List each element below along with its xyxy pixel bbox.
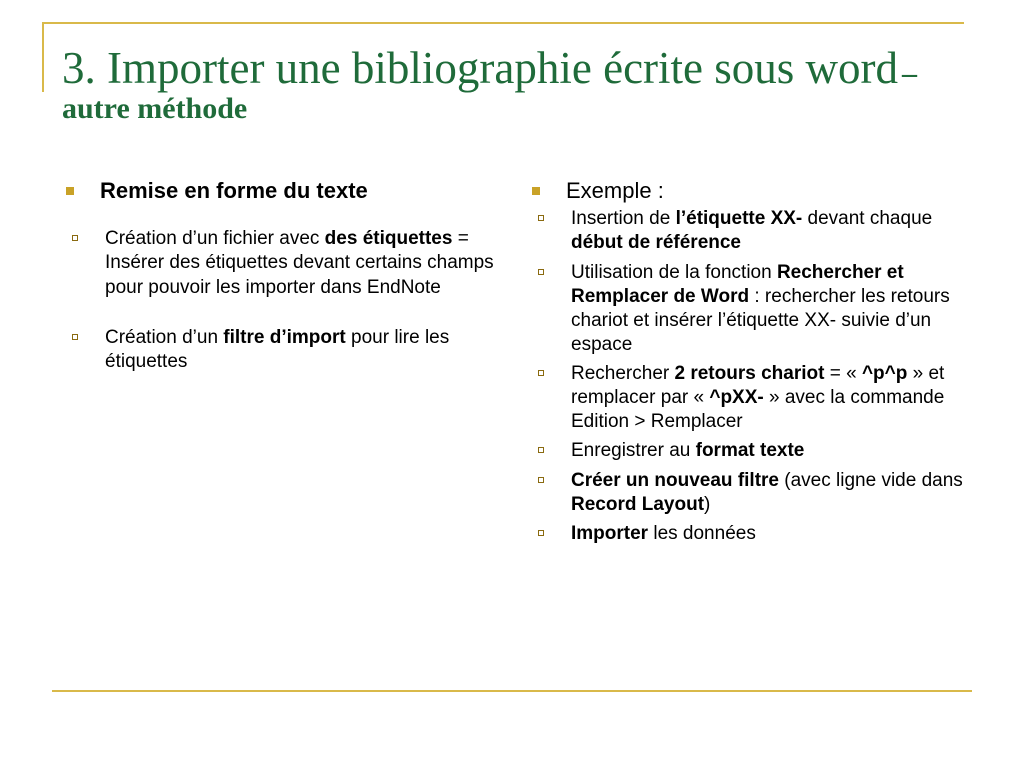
text: (avec ligne vide dans	[779, 469, 963, 491]
right-sub-item-5	[530, 469, 970, 517]
text: pour lire les étiquettes	[105, 326, 450, 372]
hollow-square-bullet-icon	[538, 269, 544, 275]
hollow-square-bullet-icon	[538, 530, 544, 536]
bold-text: Importer	[571, 522, 649, 544]
slide-title	[62, 44, 962, 125]
text: » avec la commande Edition > Remplacer	[571, 387, 945, 433]
right-sub-item-2	[530, 261, 970, 358]
title-subtitle: – autre méthode	[62, 57, 918, 125]
right-heading: Exemple :	[566, 178, 664, 203]
right-heading-item	[530, 178, 970, 203]
text: Rechercher	[571, 363, 675, 385]
bold-text: ^pXX-	[709, 387, 764, 409]
text: » et remplacer par «	[571, 363, 945, 409]
right-sub-item-3	[530, 362, 970, 434]
right-sub-item-1	[530, 207, 970, 255]
bold-text: des étiquettes	[324, 228, 453, 250]
hollow-square-bullet-icon	[538, 447, 544, 453]
title-main: 3. Importer une bibliographie écrite sous word	[62, 43, 899, 93]
text: Création d’un fichier avec	[105, 228, 325, 250]
square-bullet-icon	[66, 187, 74, 195]
bold-text: l’étiquette XX-	[675, 208, 803, 230]
hollow-square-bullet-icon	[72, 235, 78, 241]
text: Utilisation de la fonction	[571, 261, 777, 283]
square-bullet-icon	[532, 187, 540, 195]
left-heading: Remise en forme du texte	[100, 178, 368, 203]
bold-text: ^p^p	[861, 363, 908, 385]
text: Enregistrer au	[571, 440, 696, 462]
bold-text: début de référence	[571, 232, 741, 254]
bold-text: Rechercher et Remplacer de Word	[571, 261, 904, 307]
hollow-square-bullet-icon	[538, 477, 544, 483]
bold-text: filtre d’import	[223, 326, 346, 348]
bottom-border-line	[52, 690, 972, 692]
hollow-square-bullet-icon	[538, 370, 544, 376]
bold-text: format texte	[695, 440, 805, 462]
left-sub-item-1	[64, 227, 494, 299]
text: : rechercher les retours chariot et insérer l’étiquette XX- suivie d’un espace	[571, 285, 950, 355]
text: = Insérer des étiquettes devant certains champs pour pouvoir les importer dans EndNote	[105, 228, 494, 298]
left-border-line	[42, 22, 44, 92]
text: les données	[648, 522, 756, 544]
text: Insertion de	[571, 208, 676, 230]
text: devant chaque	[802, 208, 933, 230]
right-column	[530, 178, 970, 546]
text: = «	[824, 363, 862, 385]
bold-text: 2 retours chariot	[674, 363, 825, 385]
right-sub-item-4	[530, 439, 970, 463]
bold-text: Créer un nouveau filtre	[571, 469, 779, 491]
text: )	[704, 493, 711, 515]
top-border-line	[42, 22, 964, 24]
hollow-square-bullet-icon	[538, 215, 544, 221]
right-sub-item-6	[530, 522, 970, 546]
left-column	[64, 178, 494, 374]
hollow-square-bullet-icon	[72, 334, 78, 340]
text: Création d’un	[105, 326, 224, 348]
bold-text: Record Layout	[571, 493, 705, 515]
left-heading-item	[64, 178, 494, 203]
left-sub-item-2	[64, 326, 494, 374]
